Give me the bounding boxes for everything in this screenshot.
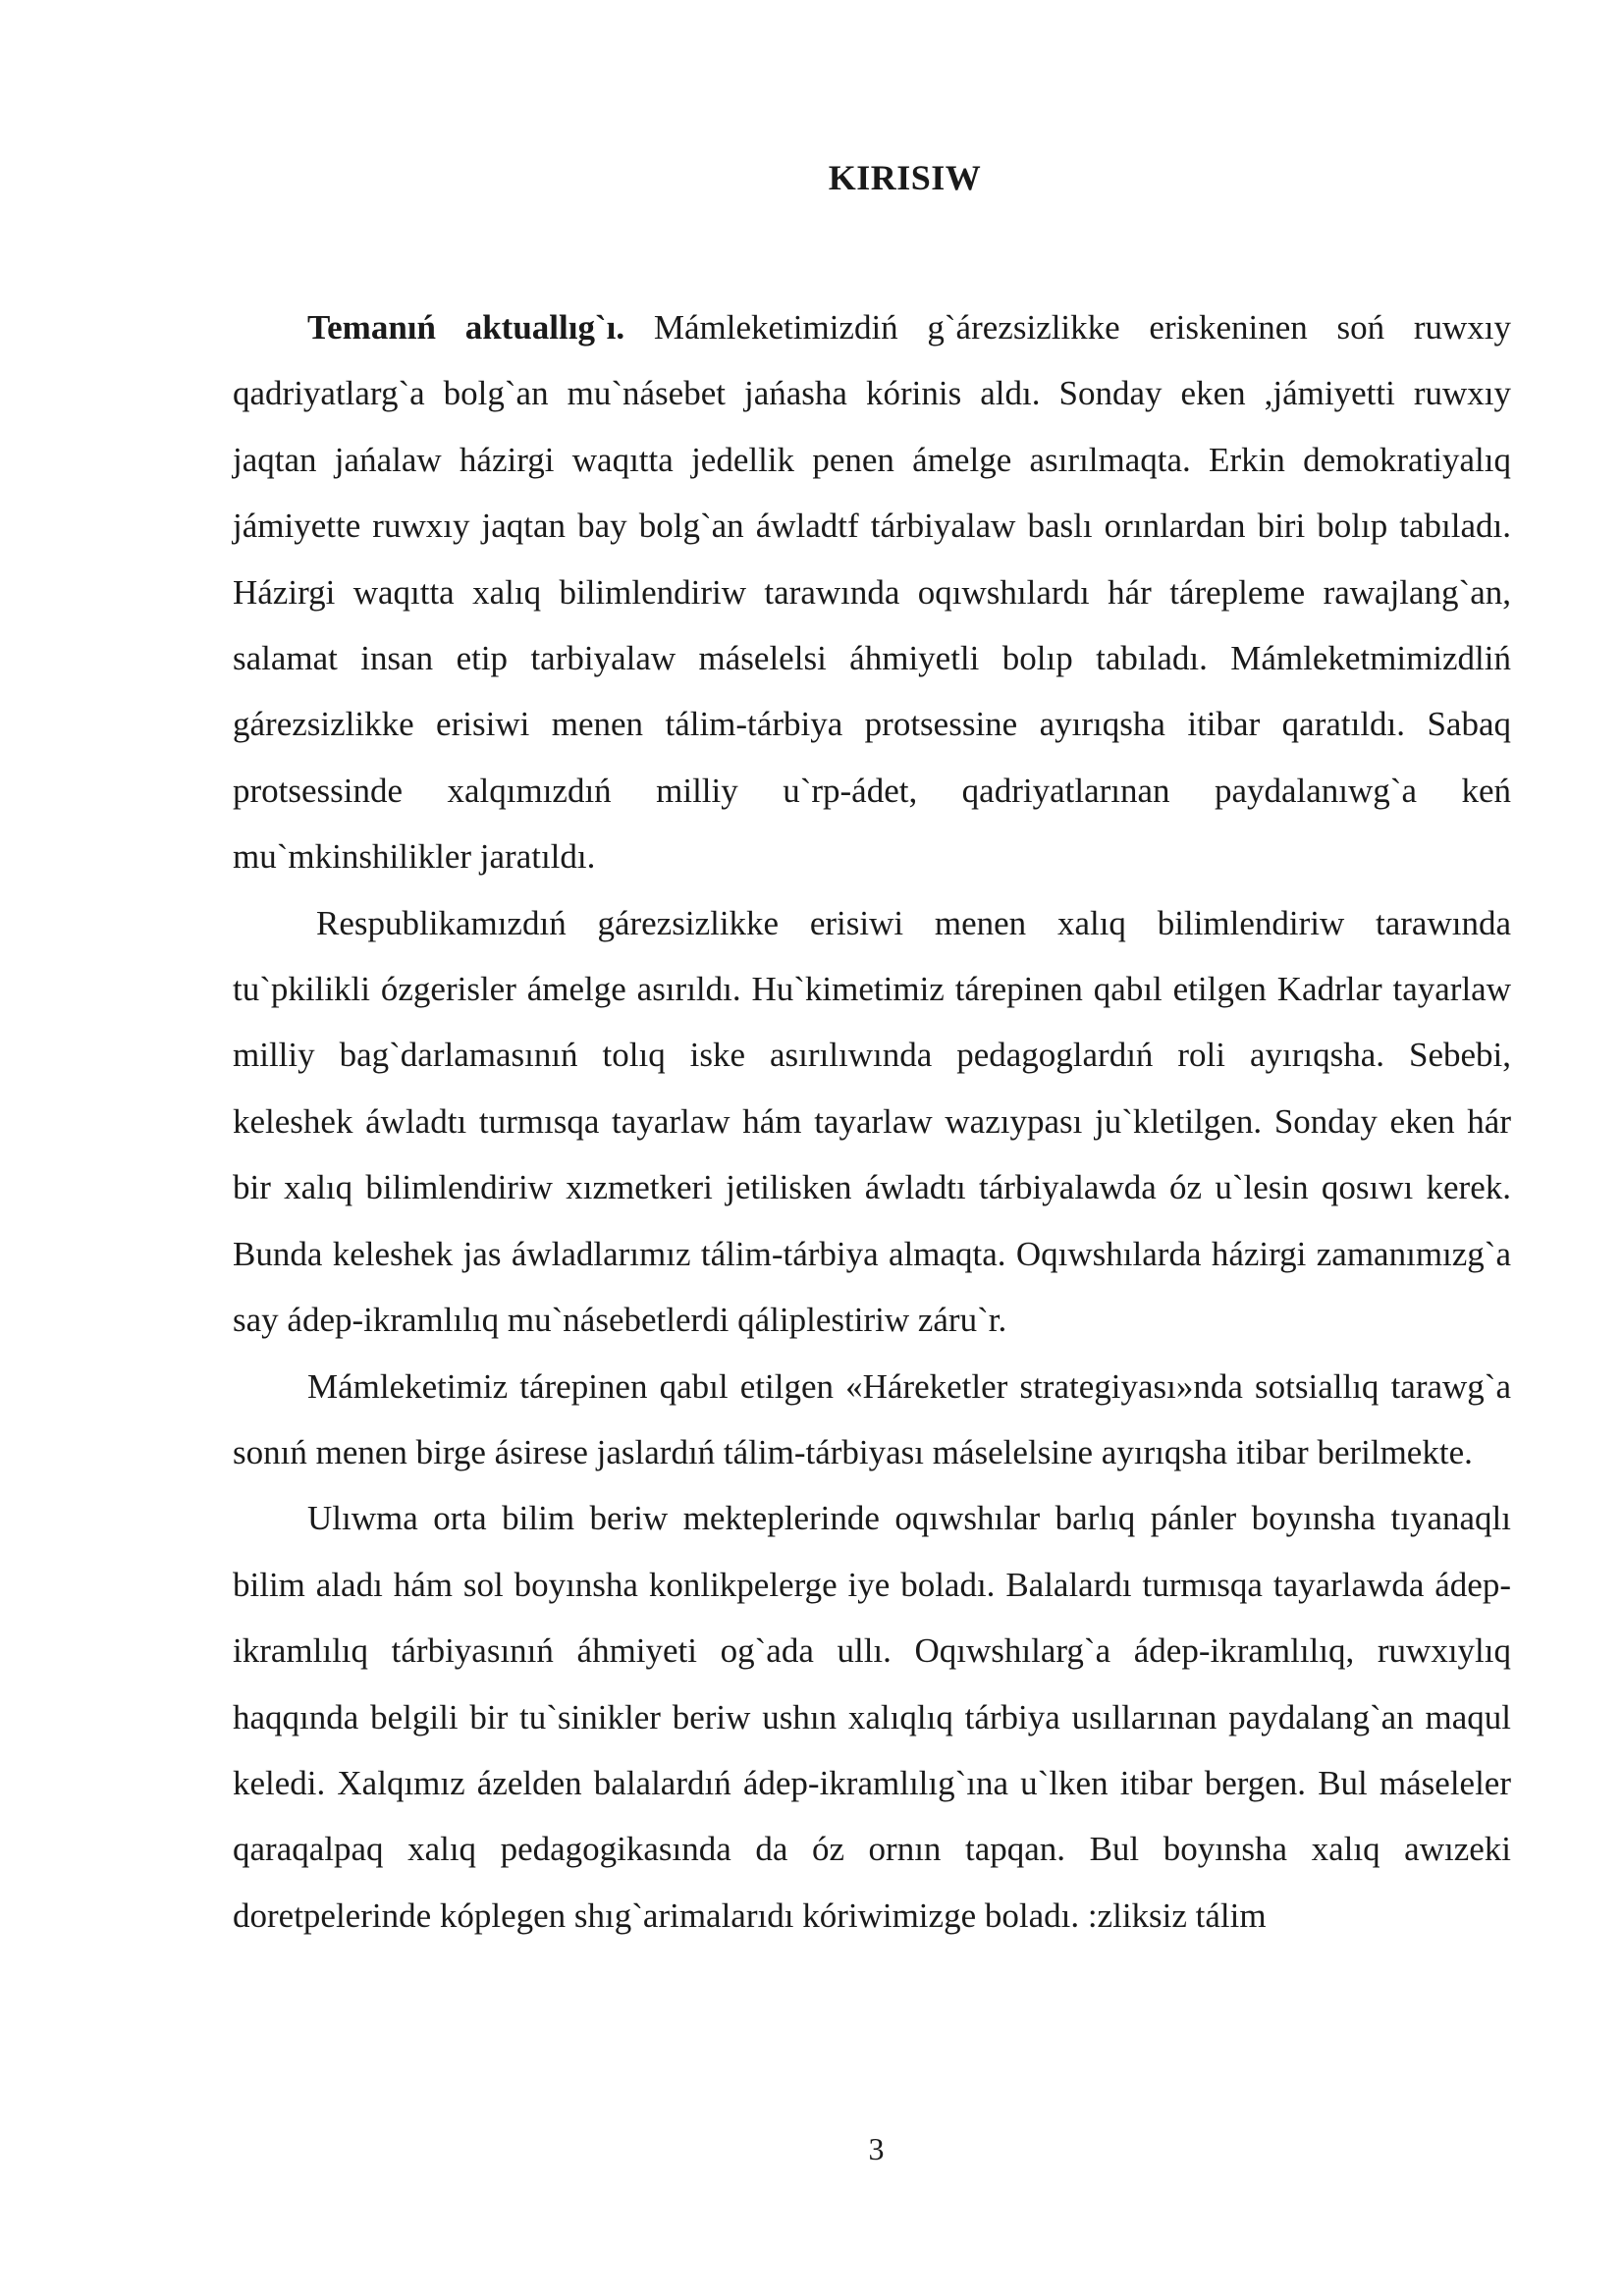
paragraph-text: Mámleketimizdiń g`árezsizlikke eriskeninen soń ruwxıy qadriyatlarg`a bolg`an mu`násebet jańasha kórinis aldı. Sonday eken ,jámiyetti ruwxıy jaqtan jańalaw házirgi waqıtta jedellik penen ámelge asırılmaqta. Erkin demokratiyalıq jámiyette ruwxıy jaqtan bay bolg`an áwladtf tárbiyalaw baslı orınlardan biri bolıp tabıladı. Házirgi waqıtta xalıq bilimlendiriw tarawında oqıwshılardı hár tárepleme rawajlang`an, salamat insan etip tarbiyalaw máselelsi áhmiyetli bolıp tabıladı. Mámleketmimizdliń gárezsizlikke erisiwi menen tálim-tárbiya protsessine ayırıqsha itibar qaratıldı. Sabaq protsessinde xalqımızdıń milliy u`rp-ádet, qadriyatlarınan paydalanıwg`a keń mu`mkinshilikler jaratıldı. [233,308,1511,877]
paragraph-text: Ulıwma orta bilim beriw mekteplerinde oqıwshılar barlıq pánler boyınsha tıyanaqlı bilim aladı hám sol boyınsha konlikpelerge iye boladı. Balalardı turmısqa tayarlawda ádep-ikramlılıq tárbiyasınıń áhmiyeti og`ada ullı. Oqıwshılarg`a ádep-ikramlılıq, ruwxıylıq haqqında belgili bir tu`sinikler beriw ushın xalıqlıq tárbiya usıllarınan paydalang`an maqul keledi. Xalqımız ázelden balalardıń ádep-ikramlılıg`ına u`lken itibar bergen. Bul máseleler qaraqalpaq xalıq pedagogikasında da óz ornın tapqan. Bul boyınsha xalıq awızeki doretpelerinde kóplegen shıg`arimalarıdı kóriwimizge boladı. :zliksiz tálim [233,1499,1511,1935]
paragraph-education [233,1485,1511,1949]
paragraph-text: Mámleketimiz tárepinen qabıl etilgen «Háreketler strategiyası»nda sotsiallıq tarawg`a sonıń menen birge ásirese jaslardıń tálim-tárbiyası máselelsine ayırıqsha itibar berilmekte. [233,1366,1511,1471]
page-title: KIRISIW [828,158,982,197]
paragraph-text: Respublikamızdıń gárezsizlikke erisiwi menen xalıq bilimlendiriw tarawında tu`pkilikli ózgerisler ámelge asırıldı. Hu`kimetimiz tárepinen qabıl etilgen Kadrlar tayarlaw milliy bag`darlamasınıń tolıq iske asırılıwında pedagoglardıń roli ayırıqsha. Sebebi, keleshek áwladtı turmısqa tayarlaw hám tayarlaw wazıypası ju`kletilgen. Sonday eken hár bir xalıq bilimlendiriw xızmetkeri jetilisken áwladtı tárbiyalawda óz u`lesin qosıwı kerek. Bunda keleshek jas áwladlarımız tálim-tárbiya almaqta. Oqıwshılarda házirgi zamanımızg`a say ádep-ikramlılıq mu`násebetlerdi qáliplestiriw záru`r. [233,903,1511,1340]
page-number: 3 [868,2131,885,2166]
body-text [233,294,1511,1949]
paragraph-strategy [233,1354,1511,1486]
paragraph-relevance [233,294,1511,890]
paragraph-reforms [233,890,1511,1354]
paragraph-lead: Temanıń aktuallıg`ı. [307,308,625,347]
